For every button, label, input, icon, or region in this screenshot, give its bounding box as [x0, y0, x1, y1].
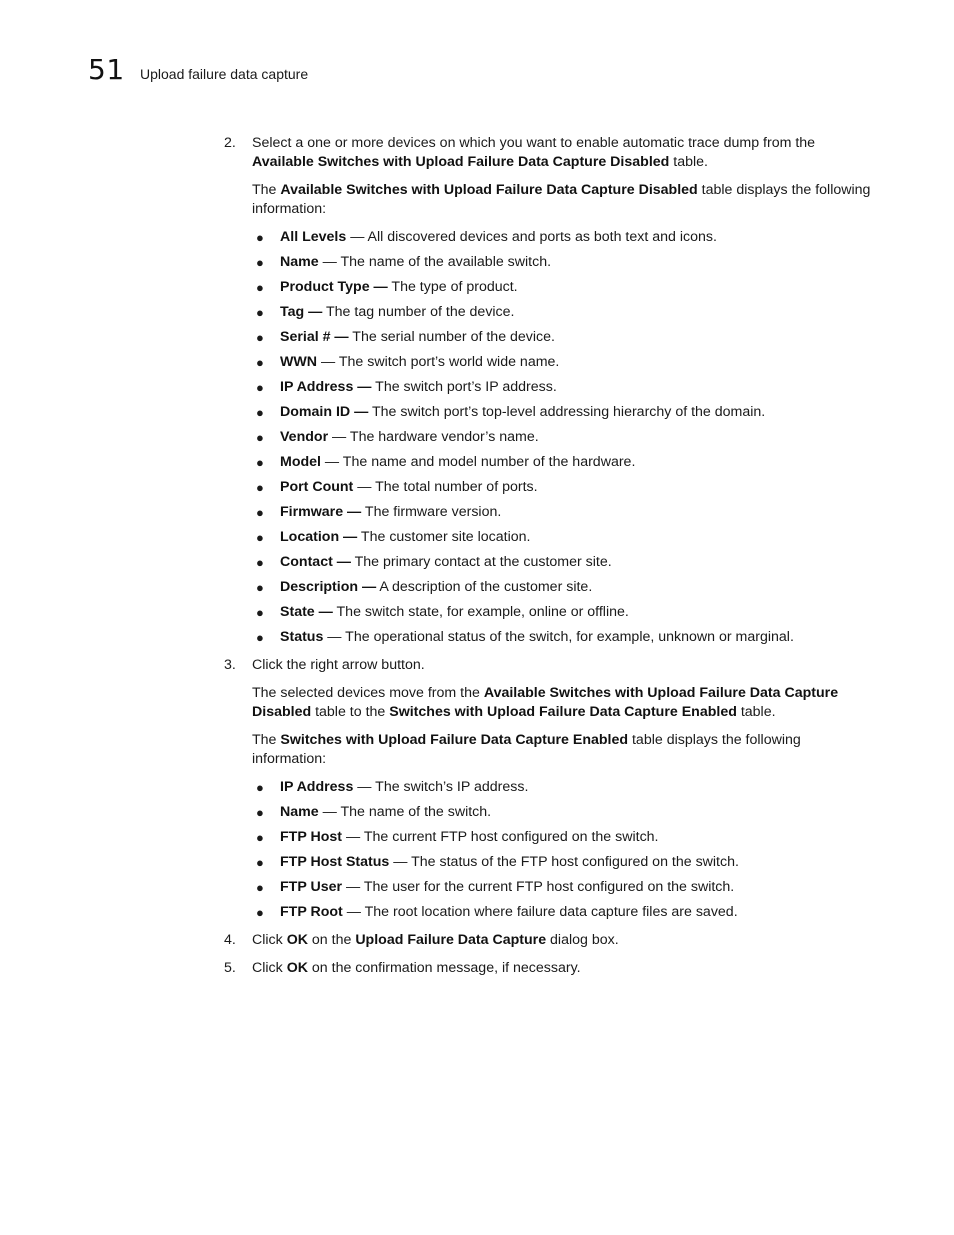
list-item: ● Domain ID — The switch port’s top-level addressing hierarchy of the domain.: [256, 404, 766, 420]
step-instruction: Select a one or more devices on which you want to enable automatic trace dump from the Available Switches with Upload Failure Data Capture Disabled table.: [252, 135, 816, 170]
list-item: ● Tag — The tag number of the device.: [256, 304, 515, 320]
list-item: ● Vendor — The hardware vendor’s name.: [256, 429, 539, 445]
step-instruction: Click OK on the Upload Failure Data Capture dialog box.: [252, 932, 619, 948]
list-item: ● Location — The customer site location.: [256, 529, 531, 545]
list-item: ● State — The switch state, for example, online or offline.: [256, 604, 629, 620]
bullet-icon: ●: [256, 780, 264, 795]
bullet-icon: ●: [256, 855, 264, 870]
list-item: ● Contact — The primary contact at the customer site.: [256, 554, 612, 570]
table-name: Available Switches with Upload Failure Data Capture Disabled: [280, 182, 698, 198]
step-4: [224, 931, 874, 950]
bullet-icon: ●: [256, 480, 264, 495]
list-item: ● Serial # — The serial number of the device.: [256, 329, 555, 345]
list-item: ● All Levels — All discovered devices and ports as both text and icons.: [256, 229, 717, 245]
step-number: 3.: [224, 657, 236, 673]
step-number: 4.: [224, 932, 236, 948]
list-item: ● Status — The operational status of the switch, for example, unknown or marginal.: [256, 629, 794, 645]
procedure-content: [224, 134, 874, 987]
list-item: ● Name — The name of the available switch.: [256, 254, 552, 270]
step-number: 2.: [224, 135, 236, 151]
step-description: The Switches with Upload Failure Data Capture Enabled table displays the following information:: [252, 732, 801, 767]
step-description: The selected devices move from the Available Switches with Upload Failure Data Capture Disabled table to the Switches with Upload Failure Data Capture Enabled table.: [252, 685, 839, 720]
bullet-icon: ●: [256, 580, 264, 595]
step-2: [224, 134, 874, 647]
bullet-icon: ●: [256, 355, 264, 370]
table-name: Switches with Upload Failure Data Capture Enabled: [280, 732, 629, 748]
step-instruction: Click OK on the confirmation message, if necessary.: [252, 960, 581, 976]
list-item: ● Product Type — The type of product.: [256, 279, 518, 295]
bullet-icon: ●: [256, 405, 264, 420]
ok-button-label: OK: [286, 932, 308, 948]
list-item: ● FTP Host — The current FTP host configured on the switch.: [256, 829, 659, 845]
table-name: Available Switches with Upload Failure Data Capture Disabled: [252, 154, 670, 170]
list-item: ● IP Address — The switch port’s IP address.: [256, 379, 557, 395]
bullet-icon: ●: [256, 555, 264, 570]
bullet-icon: ●: [256, 280, 264, 295]
bullet-icon: ●: [256, 505, 264, 520]
chapter-title: Upload failure data capture: [140, 66, 309, 82]
bullet-icon: ●: [256, 230, 264, 245]
bullet-icon: ●: [256, 880, 264, 895]
step-3: [224, 656, 874, 922]
list-item: ● Model — The name and model number of the hardware.: [256, 454, 636, 470]
list-item: ● FTP Root — The root location where failure data capture files are saved.: [256, 904, 738, 920]
ok-button-label: OK: [286, 960, 308, 976]
bullet-icon: ●: [256, 305, 264, 320]
list-item: ● IP Address — The switch’s IP address.: [256, 779, 529, 795]
bullet-icon: ●: [256, 805, 264, 820]
bullet-icon: ●: [256, 905, 264, 920]
bullet-icon: ●: [256, 605, 264, 620]
list-item: ● Firmware — The firmware version.: [256, 504, 502, 520]
column-list: [252, 778, 874, 922]
list-item: ● FTP User — The user for the current FTP host configured on the switch.: [256, 879, 735, 895]
bullet-icon: ●: [256, 455, 264, 470]
bullet-icon: ●: [256, 830, 264, 845]
list-item: ● Description — A description of the customer site.: [256, 579, 593, 595]
step-5: [224, 959, 874, 978]
list-item: ● Name — The name of the switch.: [256, 804, 492, 820]
dialog-name: Upload Failure Data Capture: [355, 932, 547, 948]
table-name: Switches with Upload Failure Data Capture Enabled: [389, 704, 737, 720]
step-description: The Available Switches with Upload Failure Data Capture Disabled table displays the following information:: [252, 182, 871, 217]
column-list: [252, 228, 874, 647]
bullet-icon: ●: [256, 330, 264, 345]
bullet-icon: ●: [256, 430, 264, 445]
chapter-number: 51: [88, 53, 125, 86]
table-name: Available Switches with Upload Failure Data Capture Disabled: [252, 685, 839, 720]
list-item: ● WWN — The switch port’s world wide name.: [256, 354, 560, 370]
bullet-icon: ●: [256, 630, 264, 645]
bullet-icon: ●: [256, 380, 264, 395]
bullet-icon: ●: [256, 530, 264, 545]
list-item: ● FTP Host Status — The status of the FTP host configured on the switch.: [256, 854, 739, 870]
bullet-icon: ●: [256, 255, 264, 270]
step-number: 5.: [224, 960, 236, 976]
list-item: ● Port Count — The total number of ports.: [256, 479, 538, 495]
step-instruction: Click the right arrow button.: [252, 657, 425, 673]
